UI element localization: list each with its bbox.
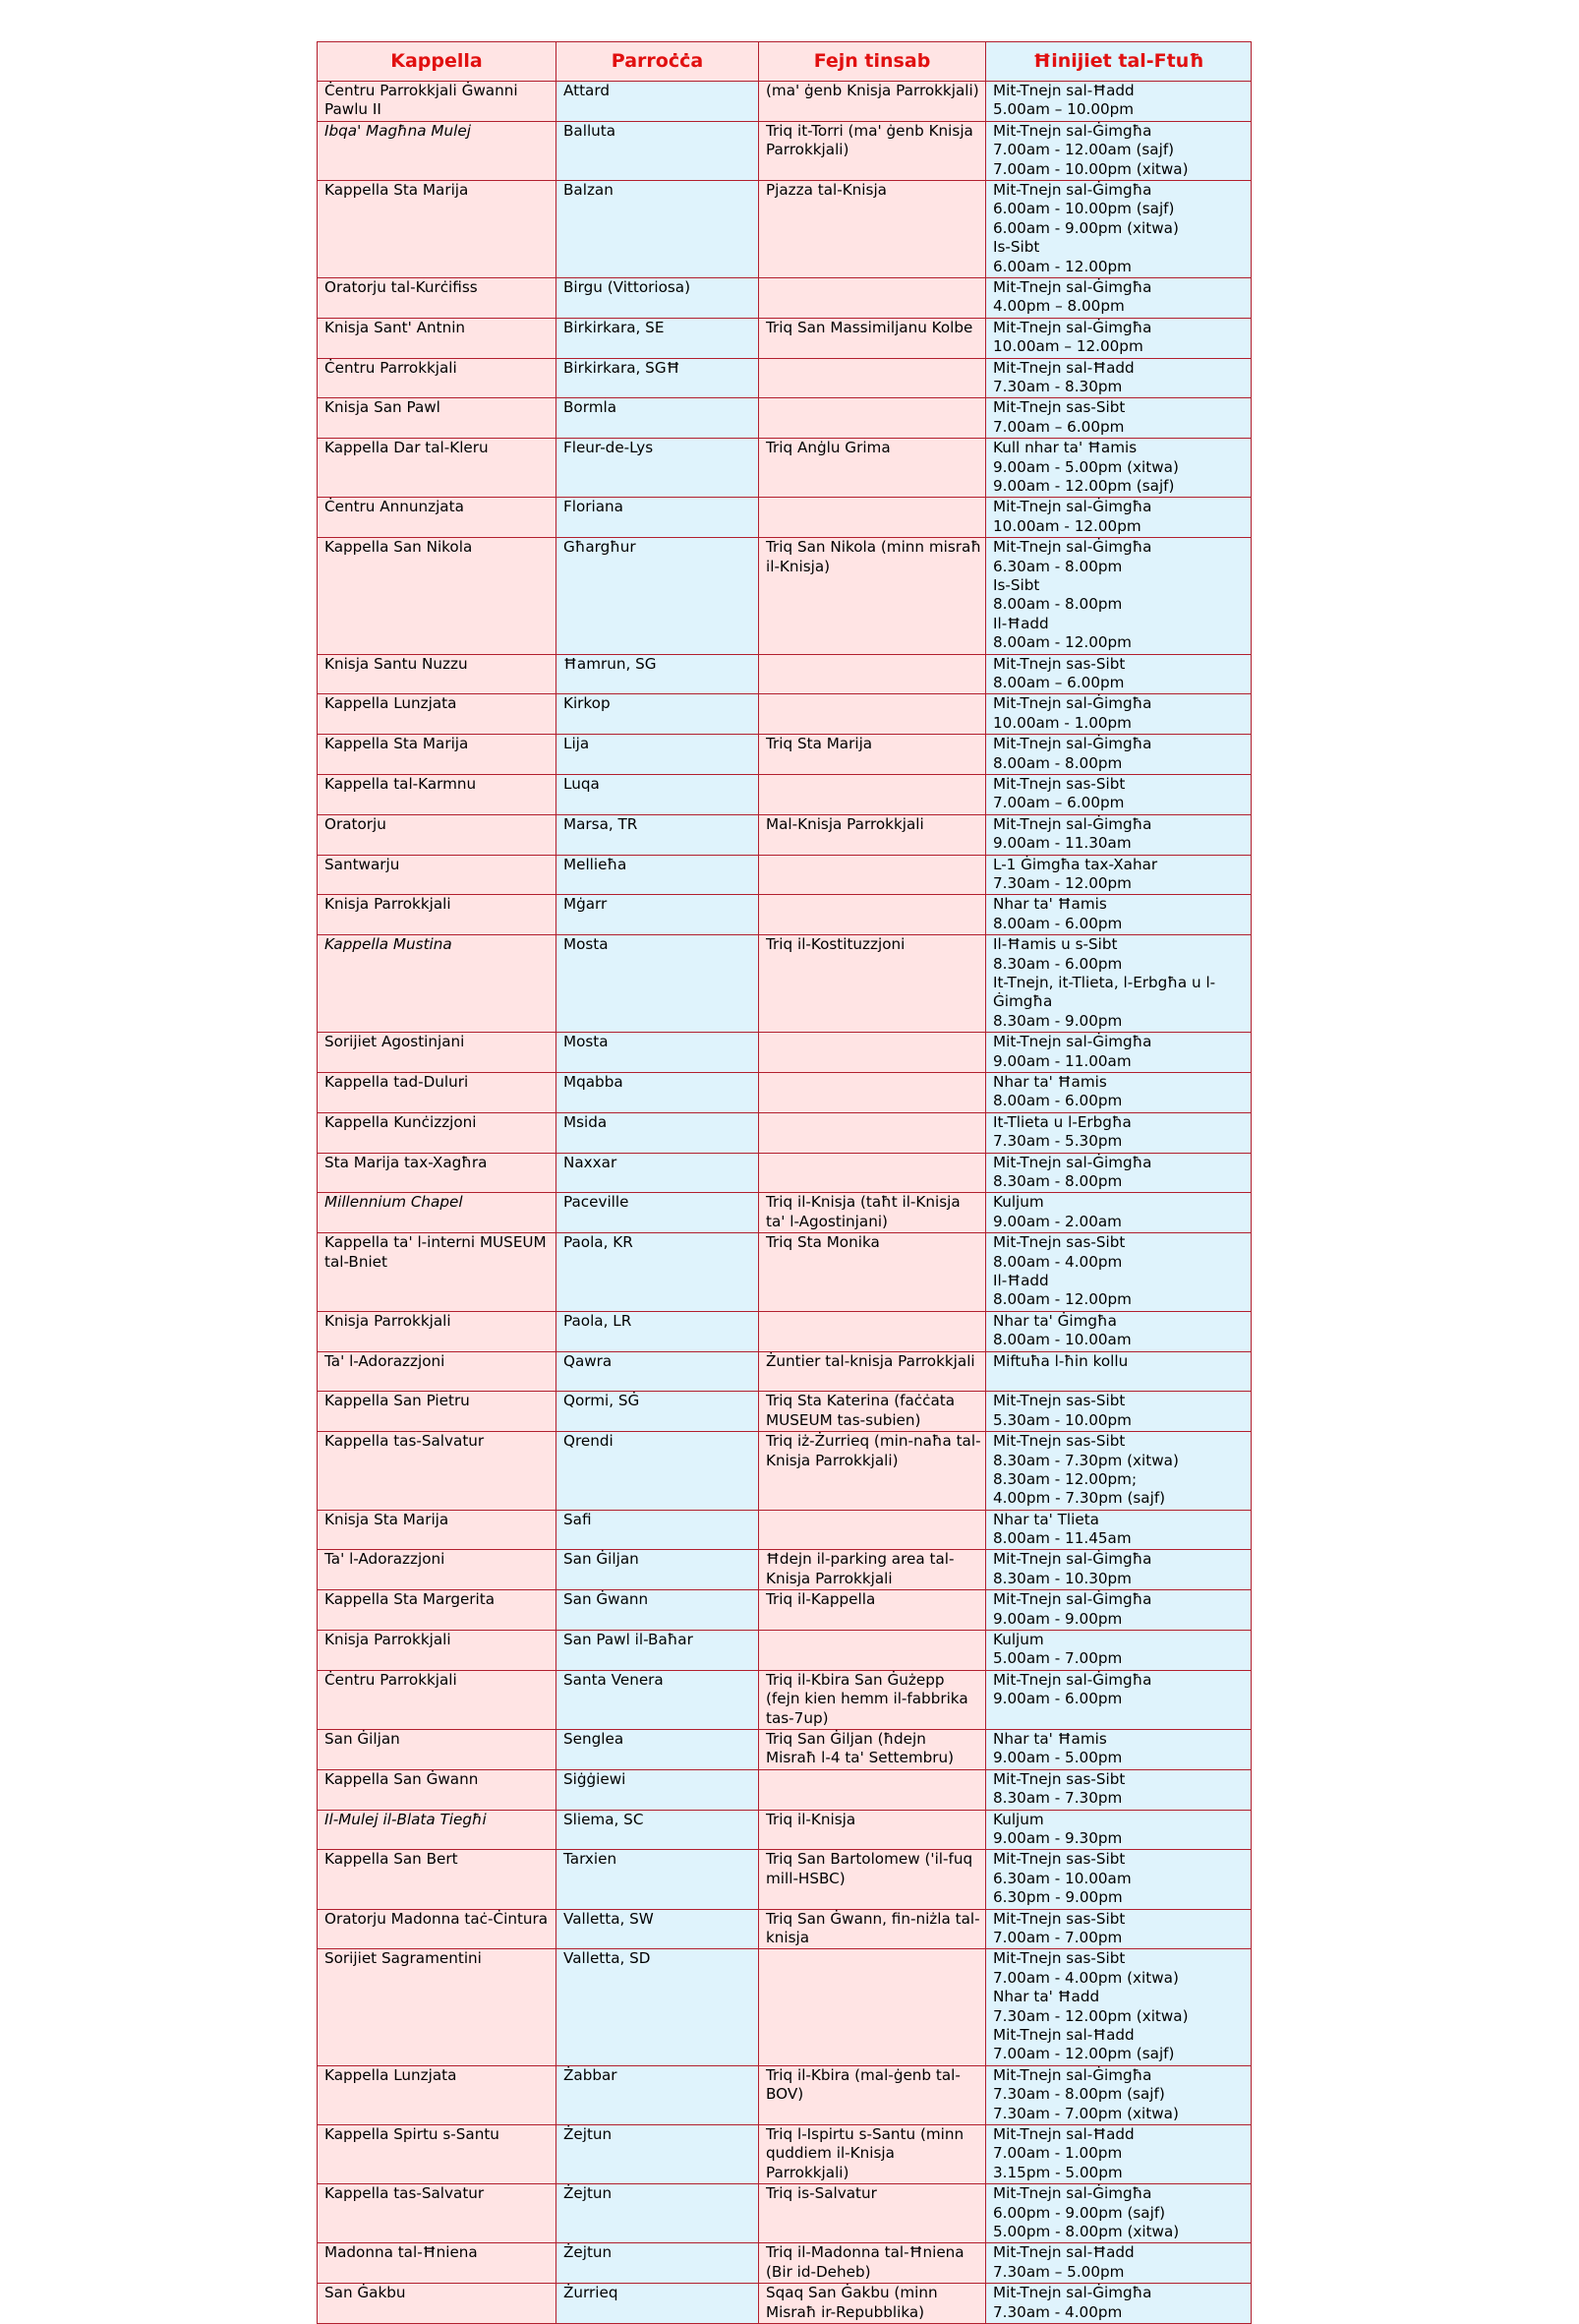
- cell-kappella: Kappella San Nikola: [318, 538, 556, 654]
- table-row: [318, 121, 1252, 180]
- cell-kappella: Kappella San Pietru: [318, 1392, 556, 1432]
- cell-parrocca: Għargħur: [556, 538, 759, 654]
- cell-kappella: Knisja Sta Marija: [318, 1510, 556, 1550]
- cell-parrocca: Birgu (Vittoriosa): [556, 277, 759, 318]
- cell-fejn-tinsab: Triq San Ġiljan (ħdejn Misraħ l-4 ta' Settembru): [759, 1730, 986, 1770]
- cell-fejn-tinsab: Ħdejn il-parking area tal-Knisja Parrokkjali: [759, 1550, 986, 1590]
- cell-kappella: Kappella tas-Salvatur: [318, 2184, 556, 2243]
- table-row: [318, 1909, 1252, 1949]
- cell-fejn-tinsab: Sqaq San Ġakbu (minn Misraħ ir-Repubblika): [759, 2284, 986, 2324]
- cell-kappella: Kappella Sta Marija: [318, 735, 556, 775]
- cell-parrocca: Balluta: [556, 121, 759, 180]
- cell-fejn-tinsab: [759, 498, 986, 538]
- cell-hinijiet: Mit-Tnejn sal-Ġimgħa 7.30am - 4.00pm: [986, 2284, 1252, 2324]
- cell-fejn-tinsab: Triq il-Kbira (mal-ġenb tal-BOV): [759, 2065, 986, 2124]
- table-row: [318, 1949, 1252, 2065]
- cell-fejn-tinsab: [759, 1072, 986, 1112]
- cell-kappella: Il-Mulej il-Blata Tiegħi: [318, 1810, 556, 1850]
- cell-parrocca: San Ġiljan: [556, 1550, 759, 1590]
- cell-parrocca: Senglea: [556, 1730, 759, 1770]
- cell-hinijiet: Mit-Tnejn sas-Sibt 8.30am - 7.30pm (xitwa) 8.30am - 12.00pm; 4.00pm - 7.30pm (sajf): [986, 1432, 1252, 1511]
- cell-parrocca: Żurrieq: [556, 2284, 759, 2324]
- cell-hinijiet: Mit-Tnejn sas-Sibt 7.00am – 6.00pm: [986, 398, 1252, 439]
- cell-hinijiet: It-Tlieta u l-Erbgħa 7.30am - 5.30pm: [986, 1112, 1252, 1153]
- cell-fejn-tinsab: [759, 358, 986, 398]
- cell-fejn-tinsab: [759, 1631, 986, 1671]
- cell-hinijiet: Mit-Tnejn sal-Ġimgħa 7.30am - 8.00pm (sajf) 7.30am - 7.00pm (xitwa): [986, 2065, 1252, 2124]
- cell-kappella: Kappella Lunzjata: [318, 694, 556, 735]
- cell-fejn-tinsab: Triq il-Kappella: [759, 1590, 986, 1631]
- table-row: [318, 2184, 1252, 2243]
- cell-hinijiet: Mit-Tnejn sal-Ġimgħa 6.30am - 8.00pm Is-Sibt 8.00am - 8.00pm Il-Ħadd 8.00am - 12.00pm: [986, 538, 1252, 654]
- cell-fejn-tinsab: Triq San Ġwann, fin-niżla tal-knisja: [759, 1909, 986, 1949]
- cell-parrocca: San Ġwann: [556, 1590, 759, 1631]
- cell-hinijiet: Mit-Tnejn sal-Ħadd 7.30am – 5.00pm: [986, 2243, 1252, 2284]
- cell-fejn-tinsab: Triq il-Madonna tal-Ħniena (Bir id-Deheb): [759, 2243, 986, 2284]
- table-row: [318, 855, 1252, 895]
- cell-parrocca: Paceville: [556, 1193, 759, 1233]
- cell-parrocca: Bormla: [556, 398, 759, 439]
- cell-parrocca: Ħamrun, SG: [556, 654, 759, 694]
- cell-hinijiet: Mit-Tnejn sal-Ġimgħa 6.00pm - 9.00pm (sajf) 5.00pm - 8.00pm (xitwa): [986, 2184, 1252, 2243]
- cell-fejn-tinsab: [759, 1153, 986, 1193]
- cell-fejn-tinsab: [759, 1949, 986, 2065]
- cell-kappella: Oratorju: [318, 814, 556, 855]
- cell-kappella: Santwarju: [318, 855, 556, 895]
- cell-parrocca: Qormi, SĠ: [556, 1392, 759, 1432]
- cell-fejn-tinsab: Triq iż-Żurrieq (min-naħa tal-Knisja Parrokkjali): [759, 1432, 986, 1511]
- cell-fejn-tinsab: [759, 277, 986, 318]
- cell-parrocca: Mġarr: [556, 895, 759, 935]
- cell-fejn-tinsab: Triq il-Knisja: [759, 1810, 986, 1850]
- table-row: [318, 654, 1252, 694]
- cell-kappella: Madonna tal-Ħniena: [318, 2243, 556, 2284]
- header-parrocca: Parroċċa: [556, 42, 759, 82]
- table-row: [318, 1112, 1252, 1153]
- cell-hinijiet: Nhar ta' Ħamis 8.00am - 6.00pm: [986, 895, 1252, 935]
- cell-fejn-tinsab: Mal-Knisja Parrokkjali: [759, 814, 986, 855]
- cell-kappella: Ċentru Parrokkjali: [318, 1670, 556, 1729]
- cell-fejn-tinsab: Triq Sta Monika: [759, 1233, 986, 1312]
- cell-parrocca: Siġġiewi: [556, 1769, 759, 1810]
- table-row: [318, 180, 1252, 277]
- table-row: [318, 935, 1252, 1033]
- cell-fejn-tinsab: Triq is-Salvatur: [759, 2184, 986, 2243]
- cell-fejn-tinsab: Triq il-Kostituzzjoni: [759, 935, 986, 1033]
- table-row: [318, 1072, 1252, 1112]
- table-row: [318, 318, 1252, 358]
- cell-parrocca: Valletta, SW: [556, 1909, 759, 1949]
- cell-fejn-tinsab: [759, 654, 986, 694]
- cell-parrocca: Safi: [556, 1510, 759, 1550]
- cell-hinijiet: Mit-Tnejn sal-Ġimgħa 10.00am - 12.00pm: [986, 498, 1252, 538]
- cell-hinijiet: Mit-Tnejn sas-Sibt 7.00am - 4.00pm (xitwa) Nhar ta' Ħadd 7.30am - 12.00pm (xitwa) Mit-Tnejn sal-Ħadd 7.00am - 12.00pm (sajf): [986, 1949, 1252, 2065]
- cell-hinijiet: Il-Ħamis u s-Sibt 8.30am - 6.00pm It-Tnejn, it-Tlieta, l-Erbgħa u l-Ġimgħa 8.30am - 9.00pm: [986, 935, 1252, 1033]
- cell-hinijiet: Mit-Tnejn sal-Ġimgħa 9.00am - 6.00pm: [986, 1670, 1252, 1729]
- cell-kappella: Kappella San Ġwann: [318, 1769, 556, 1810]
- table-row: [318, 277, 1252, 318]
- cell-kappella: San Ġiljan: [318, 1730, 556, 1770]
- cell-kappella: Oratorju tal-Kurċifiss: [318, 277, 556, 318]
- cell-parrocca: Qrendi: [556, 1432, 759, 1511]
- chapels-table: [317, 41, 1252, 2324]
- table-row: [318, 1351, 1252, 1392]
- cell-hinijiet: Mit-Tnejn sas-Sibt 5.30am - 10.00pm: [986, 1392, 1252, 1432]
- cell-hinijiet: Kull nhar ta' Ħamis 9.00am - 5.00pm (xitwa) 9.00am - 12.00pm (sajf): [986, 439, 1252, 498]
- cell-kappella: Kappella Dar tal-Kleru: [318, 439, 556, 498]
- cell-fejn-tinsab: [759, 694, 986, 735]
- cell-hinijiet: Mit-Tnejn sal-Ġimgħa 9.00am - 11.30am: [986, 814, 1252, 855]
- cell-hinijiet: Mit-Tnejn sas-Sibt 7.00am - 7.00pm: [986, 1909, 1252, 1949]
- cell-parrocca: Santa Venera: [556, 1670, 759, 1729]
- cell-kappella: Ċentru Annunzjata: [318, 498, 556, 538]
- cell-kappella: Sorijiet Agostinjani: [318, 1033, 556, 1073]
- cell-fejn-tinsab: Triq San Massimiljanu Kolbe: [759, 318, 986, 358]
- table-row: [318, 1311, 1252, 1351]
- cell-fejn-tinsab: Triq l-Ispirtu s-Santu (minn quddiem il-Knisja Parrokkjali): [759, 2125, 986, 2184]
- cell-parrocca: Żejtun: [556, 2243, 759, 2284]
- cell-hinijiet: Mit-Tnejn sal-Ġimgħa 6.00am - 10.00pm (sajf) 6.00am - 9.00pm (xitwa) Is-Sibt 6.00am - 12.00pm: [986, 180, 1252, 277]
- cell-kappella: Kappella Sta Margerita: [318, 1590, 556, 1631]
- cell-fejn-tinsab: [759, 1769, 986, 1810]
- table-row: [318, 1670, 1252, 1729]
- cell-kappella: Knisja Santu Nuzzu: [318, 654, 556, 694]
- cell-parrocca: Tarxien: [556, 1850, 759, 1909]
- header-kappella: Kappella: [318, 42, 556, 82]
- cell-fejn-tinsab: [759, 774, 986, 814]
- cell-hinijiet: Nhar ta' Ġimgħa 8.00am - 10.00am: [986, 1311, 1252, 1351]
- table-row: [318, 735, 1252, 775]
- cell-hinijiet: Nhar ta' Ħamis 9.00am - 5.00pm: [986, 1730, 1252, 1770]
- cell-kappella: Kappella tad-Duluri: [318, 1072, 556, 1112]
- cell-fejn-tinsab: Pjazza tal-Knisja: [759, 180, 986, 277]
- table-row: [318, 1730, 1252, 1770]
- cell-kappella: Kappella tas-Salvatur: [318, 1432, 556, 1511]
- cell-fejn-tinsab: Triq Anġlu Grima: [759, 439, 986, 498]
- cell-kappella: Millennium Chapel: [318, 1193, 556, 1233]
- cell-hinijiet: Miftuħa l-ħin kollu: [986, 1351, 1252, 1392]
- table-row: [318, 538, 1252, 654]
- cell-parrocca: Marsa, TR: [556, 814, 759, 855]
- cell-hinijiet: Mit-Tnejn sas-Sibt 7.00am – 6.00pm: [986, 774, 1252, 814]
- cell-kappella: San Ġakbu: [318, 2284, 556, 2324]
- cell-parrocca: Fleur-de-Lys: [556, 439, 759, 498]
- cell-fejn-tinsab: [759, 1112, 986, 1153]
- cell-kappella: Ta' l-Adorazzjoni: [318, 1550, 556, 1590]
- cell-parrocca: Kirkop: [556, 694, 759, 735]
- table-row: [318, 1769, 1252, 1810]
- cell-parrocca: Mosta: [556, 935, 759, 1033]
- cell-hinijiet: Mit-Tnejn sal-Ħadd 7.00am - 1.00pm 3.15pm - 5.00pm: [986, 2125, 1252, 2184]
- cell-fejn-tinsab: Triq Sta Katerina (faċċata MUSEUM tas-subien): [759, 1392, 986, 1432]
- table-row: [318, 1432, 1252, 1511]
- cell-hinijiet: Mit-Tnejn sas-Sibt 8.00am - 4.00pm Il-Ħadd 8.00am - 12.00pm: [986, 1233, 1252, 1312]
- table-row: [318, 1153, 1252, 1193]
- table-row: [318, 1631, 1252, 1671]
- cell-hinijiet: Mit-Tnejn sal-Ġimgħa 9.00am - 9.00pm: [986, 1590, 1252, 1631]
- cell-kappella: Sorijiet Sagramentini: [318, 1949, 556, 2065]
- cell-fejn-tinsab: (ma' ġenb Knisja Parrokkjali): [759, 82, 986, 122]
- cell-kappella: Ta' l-Adorazzjoni: [318, 1351, 556, 1392]
- document-sheet: [317, 41, 1251, 2324]
- cell-hinijiet: Mit-Tnejn sal-Ħadd 5.00am – 10.00pm: [986, 82, 1252, 122]
- cell-fejn-tinsab: Triq Sta Marija: [759, 735, 986, 775]
- header-fejn-tinsab: Fejn tinsab: [759, 42, 986, 82]
- cell-kappella: Kappella San Bert: [318, 1850, 556, 1909]
- cell-parrocca: Żejtun: [556, 2184, 759, 2243]
- table-row: [318, 895, 1252, 935]
- cell-kappella: Kappella Kunċizzjoni: [318, 1112, 556, 1153]
- cell-parrocca: Mosta: [556, 1033, 759, 1073]
- cell-hinijiet: Kuljum 5.00am - 7.00pm: [986, 1631, 1252, 1671]
- cell-hinijiet: Mit-Tnejn sal-Ġimgħa 10.00am - 1.00pm: [986, 694, 1252, 735]
- table-row: [318, 1510, 1252, 1550]
- header-hinijiet: Ħinijiet tal-Ftuħ: [986, 42, 1252, 82]
- cell-hinijiet: Mit-Tnejn sas-Sibt 6.30am - 10.00am 6.30pm - 9.00pm: [986, 1850, 1252, 1909]
- cell-fejn-tinsab: [759, 855, 986, 895]
- cell-parrocca: Sliema, SC: [556, 1810, 759, 1850]
- cell-kappella: Kappella Mustina: [318, 935, 556, 1033]
- cell-parrocca: Luqa: [556, 774, 759, 814]
- table-row: [318, 498, 1252, 538]
- cell-parrocca: Birkirkara, SE: [556, 318, 759, 358]
- cell-parrocca: Mqabba: [556, 1072, 759, 1112]
- cell-parrocca: Birkirkara, SGĦ: [556, 358, 759, 398]
- cell-hinijiet: Mit-Tnejn sal-Ġimgħa 7.00am - 12.00am (sajf) 7.00am - 10.00pm (xitwa): [986, 121, 1252, 180]
- cell-parrocca: San Pawl il-Baħar: [556, 1631, 759, 1671]
- table-row: [318, 358, 1252, 398]
- cell-hinijiet: Mit-Tnejn sal-Ġimgħa 8.00am - 8.00pm: [986, 735, 1252, 775]
- cell-hinijiet: Nhar ta' Ħamis 8.00am - 6.00pm: [986, 1072, 1252, 1112]
- cell-kappella: Kappella Lunzjata: [318, 2065, 556, 2124]
- table-body: [318, 82, 1252, 2324]
- cell-kappella: Knisja Sant' Antnin: [318, 318, 556, 358]
- cell-parrocca: Floriana: [556, 498, 759, 538]
- cell-hinijiet: Mit-Tnejn sas-Sibt 8.00am – 6.00pm: [986, 654, 1252, 694]
- cell-kappella: Ċentru Parrokkjali Ġwanni Pawlu II: [318, 82, 556, 122]
- cell-fejn-tinsab: Triq it-Torri (ma' ġenb Knisja Parrokkjali): [759, 121, 986, 180]
- cell-fejn-tinsab: Żuntier tal-knisja Parrokkjali: [759, 1351, 986, 1392]
- cell-kappella: Sta Marija tax-Xagħra: [318, 1153, 556, 1193]
- cell-parrocca: Paola, LR: [556, 1311, 759, 1351]
- cell-fejn-tinsab: [759, 895, 986, 935]
- table-row: [318, 1392, 1252, 1432]
- cell-fejn-tinsab: [759, 1510, 986, 1550]
- table-row: [318, 1810, 1252, 1850]
- cell-hinijiet: L-1 Ġimgħa tax-Xahar 7.30am - 12.00pm: [986, 855, 1252, 895]
- cell-hinijiet: Mit-Tnejn sas-Sibt 8.30am - 7.30pm: [986, 1769, 1252, 1810]
- cell-kappella: Ċentru Parrokkjali: [318, 358, 556, 398]
- table-row: [318, 2243, 1252, 2284]
- table-row: [318, 2065, 1252, 2124]
- cell-parrocca: Żabbar: [556, 2065, 759, 2124]
- cell-hinijiet: Mit-Tnejn sal-Ġimgħa 4.00pm – 8.00pm: [986, 277, 1252, 318]
- table-row: [318, 2125, 1252, 2184]
- cell-kappella: Knisja Parrokkjali: [318, 895, 556, 935]
- cell-hinijiet: Mit-Tnejn sal-Ġimgħa 10.00am – 12.00pm: [986, 318, 1252, 358]
- cell-hinijiet: Mit-Tnejn sal-Ħadd 7.30am - 8.30pm: [986, 358, 1252, 398]
- cell-parrocca: Valletta, SD: [556, 1949, 759, 2065]
- table-row: [318, 1193, 1252, 1233]
- table-row: [318, 814, 1252, 855]
- table-row: [318, 1033, 1252, 1073]
- table-row: [318, 774, 1252, 814]
- cell-hinijiet: Kuljum 9.00am - 2.00am: [986, 1193, 1252, 1233]
- cell-fejn-tinsab: Triq San Nikola (minn misraħ il-Knisja): [759, 538, 986, 654]
- table-row: [318, 1590, 1252, 1631]
- cell-parrocca: Attard: [556, 82, 759, 122]
- table-row: [318, 1550, 1252, 1590]
- table-row: [318, 1233, 1252, 1312]
- cell-kappella: Knisja San Pawl: [318, 398, 556, 439]
- cell-kappella: Kappella Sta Marija: [318, 180, 556, 277]
- cell-fejn-tinsab: [759, 398, 986, 439]
- cell-fejn-tinsab: Triq San Bartolomew ('il-fuq mill-HSBC): [759, 1850, 986, 1909]
- table-header-row: [318, 42, 1252, 82]
- cell-kappella: Kappella Spirtu s-Santu: [318, 2125, 556, 2184]
- cell-parrocca: Naxxar: [556, 1153, 759, 1193]
- cell-parrocca: Qawra: [556, 1351, 759, 1392]
- cell-kappella: Ibqa' Magħna Mulej: [318, 121, 556, 180]
- cell-kappella: Kappella tal-Karmnu: [318, 774, 556, 814]
- cell-kappella: Knisja Parrokkjali: [318, 1631, 556, 1671]
- cell-fejn-tinsab: Triq il-Kbira San Ġużepp (fejn kien hemm il-fabbrika tas-7up): [759, 1670, 986, 1729]
- table-row: [318, 398, 1252, 439]
- table-row: [318, 2284, 1252, 2324]
- cell-hinijiet: Nhar ta' Tlieta 8.00am - 11.45am: [986, 1510, 1252, 1550]
- cell-hinijiet: Mit-Tnejn sal-Ġimgħa 8.30am - 10.30pm: [986, 1550, 1252, 1590]
- table-row: [318, 694, 1252, 735]
- cell-parrocca: Lija: [556, 735, 759, 775]
- cell-hinijiet: Kuljum 9.00am - 9.30pm: [986, 1810, 1252, 1850]
- cell-parrocca: Mellieħa: [556, 855, 759, 895]
- cell-fejn-tinsab: [759, 1311, 986, 1351]
- cell-fejn-tinsab: Triq il-Knisja (taħt il-Knisja ta' l-Agostinjani): [759, 1193, 986, 1233]
- cell-parrocca: Msida: [556, 1112, 759, 1153]
- table-row: [318, 439, 1252, 498]
- table-row: [318, 1850, 1252, 1909]
- cell-hinijiet: Mit-Tnejn sal-Ġimgħa 8.30am - 8.00pm: [986, 1153, 1252, 1193]
- cell-parrocca: Paola, KR: [556, 1233, 759, 1312]
- cell-parrocca: Żejtun: [556, 2125, 759, 2184]
- cell-kappella: Kappella ta' l-interni MUSEUM tal-Bniet: [318, 1233, 556, 1312]
- cell-parrocca: Balzan: [556, 180, 759, 277]
- cell-kappella: Oratorju Madonna taċ-Ċintura: [318, 1909, 556, 1949]
- cell-fejn-tinsab: [759, 1033, 986, 1073]
- cell-hinijiet: Mit-Tnejn sal-Ġimgħa 9.00am - 11.00am: [986, 1033, 1252, 1073]
- cell-kappella: Knisja Parrokkjali: [318, 1311, 556, 1351]
- table-row: [318, 82, 1252, 122]
